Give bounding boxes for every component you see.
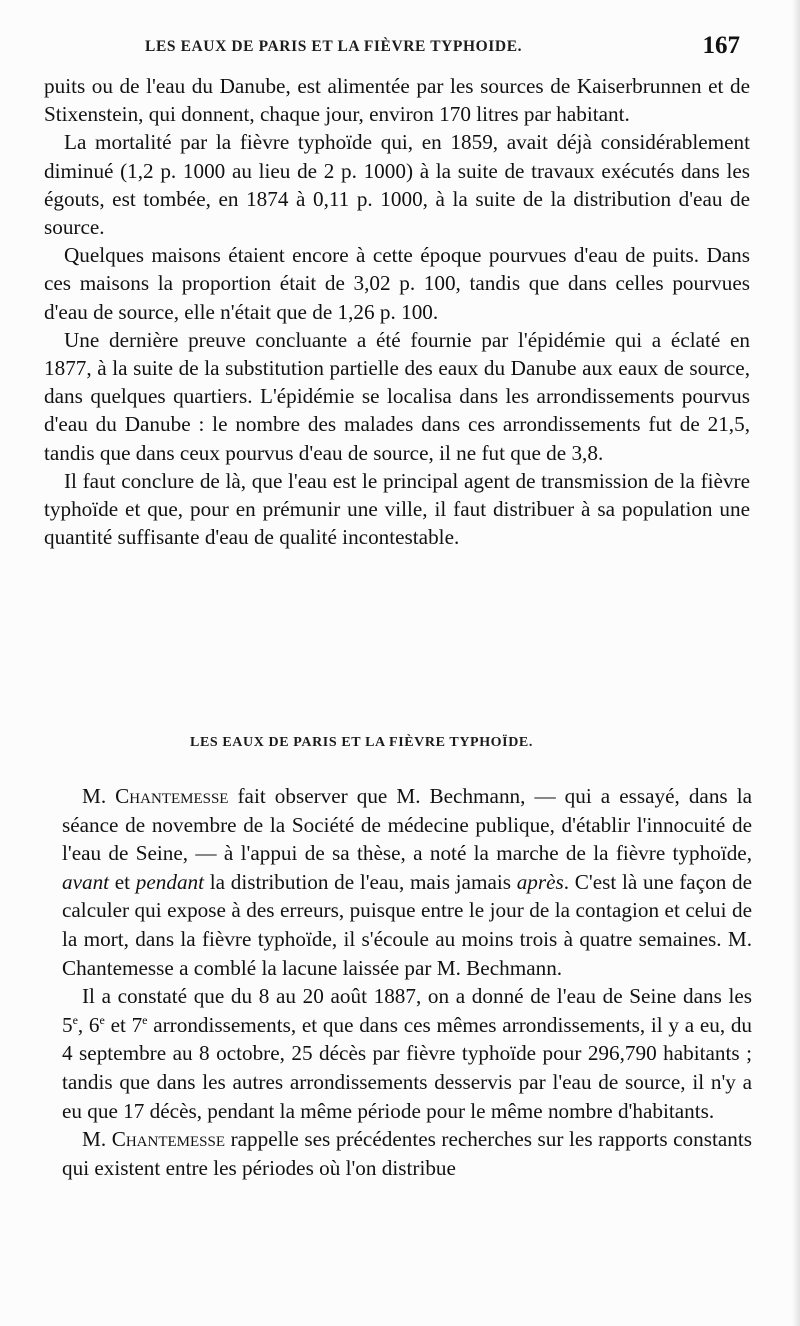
paragraph-conclusion: Il faut conclure de là, que l'eau est le principal agent de transmission de la fièvre typhoïde et que, pour en prémunir une ville, il faut distribuer à sa population une quantité suffisante d'eau de qualité incontestable. (44, 468, 750, 550)
superscript: e (72, 1012, 78, 1027)
page-number: 167 (702, 32, 740, 59)
paragraph-chantemesse-recalls (62, 1125, 752, 1182)
text-run: fait observer que M. Bechmann, — qui a essayé, dans la séance de novembre de la Société de médecine publique, d'établir l'innocuité de l'eau de Seine, — à l'appui de sa thèse, a noté la marche de la fièvre typhoïde, (62, 784, 752, 866)
italic-apres: après (516, 869, 564, 894)
paragraph-chantemesse-observation (62, 782, 752, 982)
paragraph-wells: Quelques maisons étaient encore à cette époque pourvues d'eau de puits. Dans ces maisons la proportion était de 3,02 p. 100, tandis que dans celles pourvues d'eau de source, elle n'était que de 1,26 p. 100. (44, 243, 750, 324)
page-edge-shadow (792, 0, 800, 1326)
paragraph-mortality: La mortalité par la fièvre typhoïde qui, en 1859, avait déjà considérablement diminué (1,2 p. 1000 au lieu de 2 p. 1000) à la suite de travaux exécutés dans les égouts, est tombée, en 1874 à 0,11 p. 1000, à la suite de la distribution d'eau de source. (44, 130, 750, 240)
text-run: arrondissements, et que dans ces mêmes arrondissements, il y a eu, du 4 septembre au 8 octobre, 25 décès par fièvre typhoïde pour 296,790 habitants ; tandis que dans les autres arrondissements desservis par l'eau de source, il n'y a eu que 17 décès, pendant la même période pour le même nombre d'habitants. (62, 1012, 753, 1123)
text-run: rappelle ses précédentes recherches sur les rapports constants qui existent entre les périodes où l'on distribue (62, 1127, 752, 1180)
text-run: la distribution de l'eau, mais jamais (209, 869, 511, 894)
paragraph-august-1887 (62, 982, 752, 1125)
text-run: et (114, 869, 131, 894)
section-heading: LES EAUX DE PARIS ET LA FIÈVRE TYPHOÏDE. (190, 735, 533, 750)
text-run: et 7 (104, 1012, 143, 1037)
running-title: LES EAUX DE PARIS ET LA FIÈVRE TYPHOIDE. (145, 38, 523, 55)
text-run: . C'est là une façon de calculer qui expose à des erreurs, puisque entre le jour de la contagion et celui de la mort, dans la fièvre typhoïde, il s'écoule au moins trois à quatre semaines. M. Chantemesse a comblé la lacune laissée par M. Bechmann. (62, 869, 753, 980)
text-run: Il a constaté que du 8 au 20 août 1887, on a donné de l'eau de Seine dans les 5 (62, 984, 752, 1037)
superscript: e (142, 1012, 148, 1027)
italic-avant: avant (62, 869, 110, 894)
speaker-name: M. Chantemesse (82, 784, 229, 808)
superscript: e (99, 1012, 105, 1027)
text-run: , 6 (77, 1012, 100, 1037)
running-head (60, 32, 750, 72)
speaker-name: M. Chantemesse (82, 1127, 226, 1152)
paragraph-continuation: puits ou de l'eau du Danube, est alimentée par les sources de Kaiserbrunnen et de Stixenstein, qui donnent, chaque jour, environ 170 litres par habitant. (44, 74, 750, 127)
body-text-lower (62, 782, 752, 1182)
body-text-upper (44, 72, 750, 551)
italic-pendant: pendant (135, 869, 205, 894)
paragraph-epidemic-1877: Une dernière preuve concluante a été fournie par l'épidémie qui a éclaté en 1877, à la suite de la substitution partielle des eaux du Danube aux eaux de source, dans quelques quartiers. L'épidémie se localisa dans les arrondissements pourvus d'eau du Danube : le nombre des malades dans ces arrondissements fut de 21,5, tandis que dans ceux pourvus d'eau de source, il ne fut que de 3,8. (44, 327, 750, 465)
